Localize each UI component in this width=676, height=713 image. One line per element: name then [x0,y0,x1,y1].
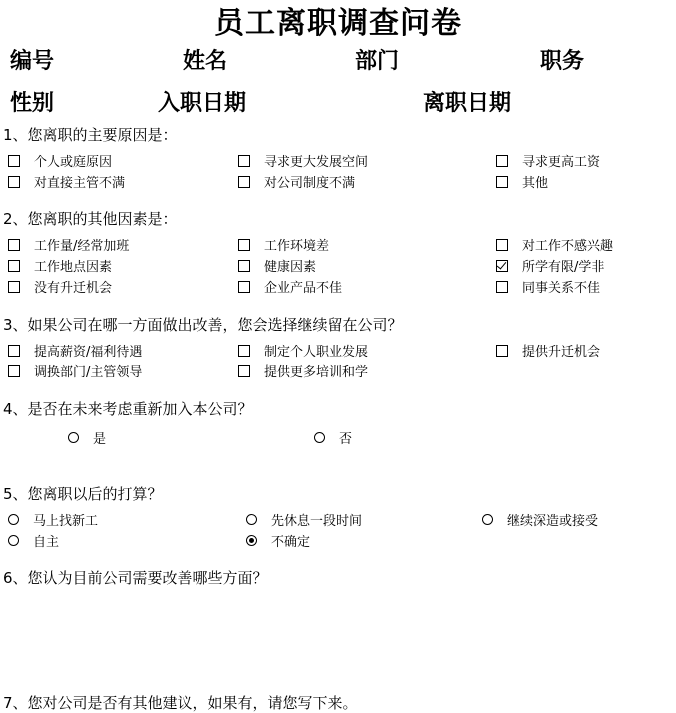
q4-option-yes[interactable]: 是 [68,428,106,447]
question-2-title: 2、您离职的其他因素是： [3,210,178,228]
checkbox[interactable] [238,176,250,188]
checkbox[interactable] [496,176,508,188]
checkbox[interactable] [238,345,250,357]
checkbox[interactable] [238,155,250,167]
q1-option-other[interactable]: 其他 [496,172,548,191]
question-3-title: 3、如果公司在哪一方面做出改善，您会选择继续留在公司？ [3,316,403,334]
q2-option-health[interactable]: 健康因素 [238,256,316,275]
checkbox[interactable] [496,155,508,167]
q5-options-row-1 [0,508,600,529]
checkbox[interactable] [8,176,20,188]
checkbox[interactable] [8,260,20,272]
name-label: 姓名 [183,49,228,74]
q2-option-promotion[interactable]: 没有升迁机会 [8,277,112,296]
q5-option-study[interactable]: 继续深造或接受 [482,510,598,529]
q3-option-career[interactable]: 制定个人职业发展 [238,341,368,360]
radio[interactable] [314,432,325,443]
checkbox[interactable] [8,281,20,293]
checkbox-checked[interactable] [496,260,508,272]
q4-option-no[interactable]: 否 [314,428,352,447]
hire-date-label: 入职日期 [158,91,247,116]
checkbox[interactable] [496,281,508,293]
checkbox[interactable] [238,281,250,293]
q6-answer-area[interactable] [8,592,592,682]
checkbox[interactable] [8,365,20,377]
gender-label: 性别 [10,91,55,116]
checkbox[interactable] [238,260,250,272]
q1-option-personal[interactable]: 个人或庭原因 [8,151,112,170]
q5-option-new-job[interactable]: 马上找新工 [8,510,98,529]
radio[interactable] [482,514,493,525]
checkbox[interactable] [8,239,20,251]
q3-option-salary[interactable]: 提高薪资/福利待遇 [8,341,142,360]
q2-option-interest[interactable]: 对工作不感兴趣 [496,235,613,254]
q5-option-rest[interactable]: 先休息一段时间 [246,510,362,529]
position-label: 职务 [540,49,585,74]
q3-option-promotion[interactable]: 提供升迁机会 [496,341,600,360]
q2-option-colleagues[interactable]: 同事关系不佳 [496,277,600,296]
question-7-title: 7、您对公司是否有其他建议，如果有，请您写下来。 [3,694,358,712]
radio[interactable] [8,535,19,546]
checkbox[interactable] [496,239,508,251]
q5-option-undecided[interactable]: 不确定 [246,531,310,550]
q3-option-training[interactable]: 提供更多培训和学 [238,361,368,380]
q5-option-self-employed[interactable]: 自主 [8,531,59,550]
checkbox[interactable] [238,365,250,377]
q5-options-row-2 [0,529,600,550]
q2-option-workload[interactable]: 工作量/经常加班 [8,235,129,254]
q2-option-environment[interactable]: 工作环境差 [238,235,329,254]
question-4-title: 4、是否在未来考虑重新加入本公司？ [3,400,253,418]
q1-option-manager[interactable]: 对直接主管不满 [8,172,125,191]
q1-option-policy[interactable]: 对公司制度不满 [238,172,355,191]
q3-option-transfer[interactable]: 调换部门/主管领导 [8,361,142,380]
department-label: 部门 [355,49,400,74]
radio-selected[interactable] [246,535,257,546]
checkbox[interactable] [238,239,250,251]
q2-option-skills[interactable]: 所学有限/学非 [496,256,604,275]
q2-option-product[interactable]: 企业产品不佳 [238,277,342,296]
q1-option-development[interactable]: 寻求更大发展空间 [238,151,368,170]
q4-options-row [0,426,600,447]
question-6-title: 6、您认为目前公司需要改善哪些方面？ [3,569,268,587]
question-5-title: 5、您离职以后的打算？ [3,485,163,503]
q1-option-salary[interactable]: 寻求更高工资 [496,151,600,170]
question-1-title: 1、您离职的主要原因是： [3,126,178,144]
checkbox[interactable] [8,345,20,357]
leave-date-label: 离职日期 [423,91,512,116]
radio[interactable] [8,514,19,525]
radio[interactable] [246,514,257,525]
number-label: 编号 [10,49,55,74]
q2-option-location[interactable]: 工作地点因素 [8,256,112,275]
radio[interactable] [68,432,79,443]
page-title: 员工离职调查问卷 [214,6,462,41]
checkbox[interactable] [8,155,20,167]
checkbox[interactable] [496,345,508,357]
